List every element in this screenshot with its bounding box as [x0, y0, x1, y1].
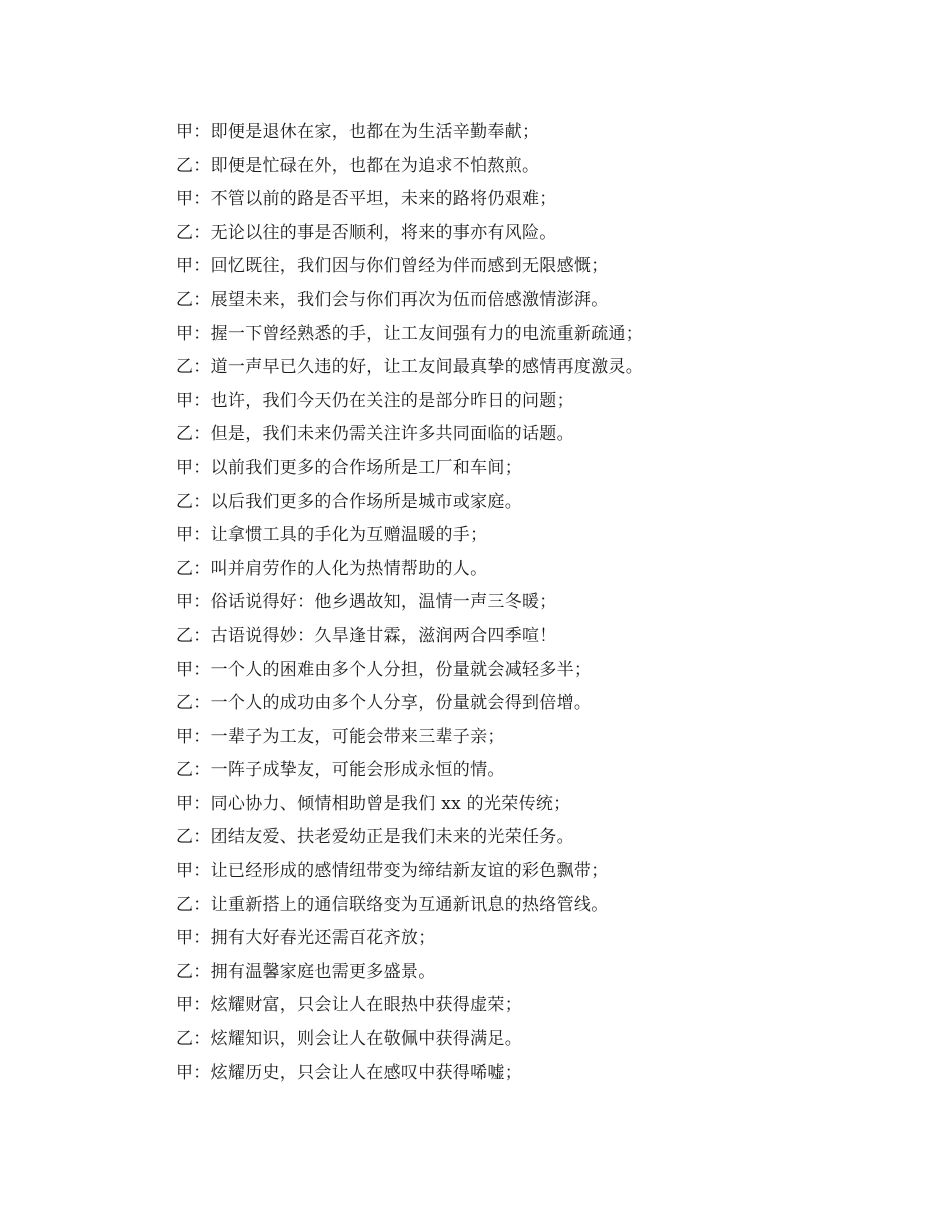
dialogue-line: 甲：以前我们更多的合作场所是工厂和车间；: [176, 457, 522, 478]
dialogue-line: 乙：拥有温馨家庭也需更多盛景。: [176, 961, 436, 982]
dialogue-line: 甲：即便是退休在家，也都在为生活辛勤奉献；: [176, 122, 540, 142]
dialogue-line: 乙：展望未来，我们会与你们再次为伍而倍感激情澎湃。: [176, 289, 609, 310]
dialogue-line: 甲：不管以前的路是否平坦，未来的路将仍艰难；: [176, 189, 557, 210]
dialogue-line: 乙：一阵子成挚友，可能会形成永恒的情。: [176, 760, 505, 781]
dialogue-line: 甲：回忆既往，我们因与你们曾经为伴而感到无限感慨；: [176, 256, 609, 277]
dialogue-line: 甲：一个人的困难由多个人分担，份量就会减轻多半；: [176, 659, 592, 680]
dialogue-line: 乙：但是，我们未来仍需关注许多共同面临的话题。: [176, 424, 574, 445]
dialogue-lines: [176, 116, 876, 1090]
dialogue-line: 甲：一辈子为工友，可能会带来三辈子亲；: [176, 726, 505, 747]
dialogue-line: 乙：叫并肩劳作的人化为热情帮助的人。: [176, 558, 488, 579]
dialogue-line: 甲：让已经形成的感情纽带变为缔结新友谊的彩色飘带；: [176, 861, 609, 882]
dialogue-line: 乙：即便是忙碌在外，也都在为追求不怕熬煎。: [176, 155, 540, 176]
dialogue-line: 乙：以后我们更多的合作场所是城市或家庭。: [176, 491, 522, 512]
dialogue-line: 乙：团结友爱、扶老爱幼正是我们未来的光荣任务。: [176, 827, 574, 848]
dialogue-line: 甲：俗话说得好：他乡遇故知，温情一声三冬暖；: [176, 592, 557, 613]
dialogue-line: 乙：无论以往的事是否顺利，将来的事亦有风险。: [176, 222, 557, 243]
dialogue-line: 甲：炫耀财富，只会让人在眼热中获得虚荣；: [176, 995, 522, 1016]
dialogue-line: 乙：一个人的成功由多个人分享，份量就会得到倍增。: [176, 693, 592, 714]
dialogue-line: 乙：古语说得妙：久旱逢甘霖，滋润两合四季喧！: [176, 625, 557, 646]
dialogue-line: 乙：让重新搭上的通信联络变为互通新讯息的热络管线。: [176, 894, 609, 915]
dialogue-line: 甲：炫耀历史，只会让人在感叹中获得唏嘘；: [176, 1062, 522, 1083]
dialogue-line: 甲：让拿惯工具的手化为互赠温暖的手；: [176, 525, 488, 546]
dialogue-line: 甲：同心协力、倾情相助曾是我们 xx 的光荣传统；: [176, 793, 571, 814]
dialogue-line: 甲：拥有大好春光还需百花齐放；: [176, 928, 436, 949]
dialogue-line: 甲：握一下曾经熟悉的手，让工友间强有力的电流重新疏通；: [176, 323, 644, 344]
dialogue-line: 乙：炫耀知识，则会让人在敬佩中获得满足。: [176, 1029, 522, 1050]
dialogue-line: 甲：也许，我们今天仍在关注的是部分昨日的问题；: [176, 390, 574, 411]
dialogue-line: 乙：道一声早已久违的好，让工友间最真挚的感情再度激灵。: [176, 357, 644, 378]
